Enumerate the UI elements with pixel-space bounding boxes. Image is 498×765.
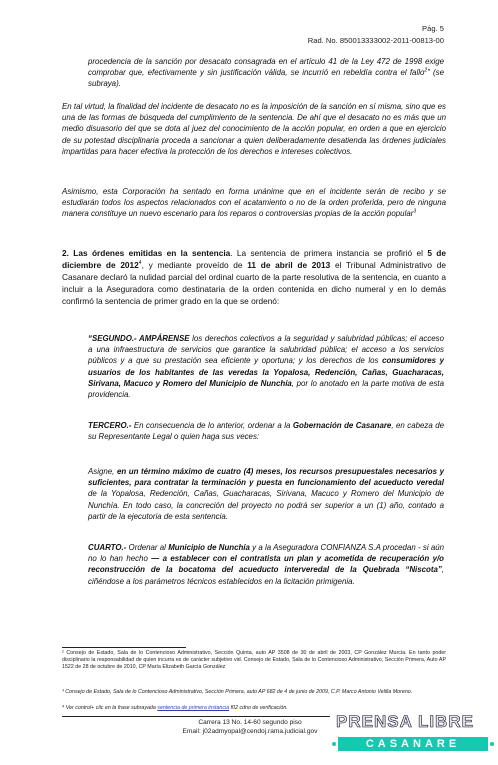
- watermark-dot-right: [490, 742, 494, 746]
- order-tercero: TERCERO.- En consecuencia de lo anterior, ordenar a la Gobernación de Casanare, en cabeza de su Representante Legal o quien haga sus veces:: [88, 421, 444, 442]
- watermark-subtitle: CASANARE: [365, 738, 461, 750]
- footnote-separator: [62, 647, 186, 648]
- section-2-ordenes: 2. Las órdenes emitidas en la sentencia. La sentencia de primera instancia se profirió el 5 de diciembre de 2012$^4$, y mediante proveído de 11 de abril de 2013 el Tribunal Administrativo de Casanare declaró la nulidad parcial del ordinal cuarto de la parte resolutiva de la sentencia, en cuanto a incluir a la Aseguradora como destinataria de la orden contenida en dicho numeral y en lo demás confirmó la sentencia de primer grado en la que se ordenó:: [62, 248, 446, 306]
- order-cuarto: CUARTO.- Ordenar al Municipio de Nunchía y a la Aseguradora CONFIANZA S.A procedan - si aún no lo han hecho — a establecer con el contratista un plan y acometida de recuperación y/o reconstrucción de la bocatoma del acueducto interveredal de la Quebrada “Niscota”, ciñéndose a los parámetros técnicos establecidos en la licitación primigenia.: [88, 543, 444, 586]
- footnote-4: ⁴ Ver control+ clic en la frase subrayada sentencia de primera instancia f02 cdno de verificación.: [62, 705, 288, 711]
- footnote-ref-2[interactable]: 2: [424, 67, 428, 74]
- footnote-3: ³ Consejo de Estado, Sala de lo Contencioso Administrativo, Sección Primera, auto AP 682 de 4 de junio de 2009, C.P. Marco Antonio Velilla Moreno.: [62, 689, 413, 695]
- case-number: Rad. No. 850013333002-2011-00813-00: [307, 36, 444, 45]
- watermark-title: PRENSA LIBRE: [336, 712, 474, 731]
- footnote-ref-4[interactable]: 4: [138, 260, 142, 267]
- footer-address: Carrera 13 No. 14-60 segundo piso: [198, 719, 302, 726]
- quoted-paragraph: procedencia de la sanción por desacato consagrada en el artículo 41 de la Ley 472 de 1998 exige comprobar que, efectivamente y sin justificación válida, se incurrió en rebeldía contra el fallo$^2$” (se subraya).: [88, 57, 444, 89]
- prensa-libre-watermark-logo: [330, 710, 498, 765]
- section-heading: 2. Las órdenes emitidas en la sentencia: [62, 248, 231, 258]
- footnote-2: ² Consejo de Estado, Sala de lo Contencioso Administrativo, Sección Quinta, auto AP 3508 de 30 de abril de 2003, CP González Murcia. En tanto poder disciplinario la responsabilidad de quien incurra es de carácter subjetivo vid. Consejo de Estado, Sala de lo Contencioso Administrativo, Sección Primera, Auto AP 1522 de 28 de octubre de 2010, CP María Elizabeth García González: [62, 650, 446, 670]
- order-segundo: “SEGUNDO.- AMPÁRENSE los derechos colectivos a la seguridad y salubridad públicas; el acceso a una infraestructura de servicios que garantice la salubridad pública; el acceso a los servicios públicos y a que su prestación sea eficiente y oportuna; y los derechos de los consumidores y usuarios de los habitantes de las veredas la Yopalosa, Redención, Cañas, Guacharacas, Sirivana, Macuco y Romero del Municipio de Nunchía, por lo anotado en la parte motiva de esta providencia.: [88, 334, 445, 400]
- paragraph-desacato-finalidad: En tal virtud, la finalidad del incidente de desacato no es la imposición de la sanción en sí misma, sino que es una de las formas de búsqueda del cumplimiento de la sentencia. De ahí que el desacato no es más que un medio disuasorio del que se dota al juez del conocimiento de la acción popular, en orden a que en ejercicio de su potestad disciplinaria proceda a sancionar a quien deliberadamente desatienda las órdenes judiciales impartidas para hacer efectiva la protección de los derechos e intereses colectivos.: [62, 102, 446, 156]
- footer-email: Email: j02admyopal@cendoj.rama.judicial.gov: [182, 728, 318, 735]
- paragraph-corporacion: Asimismo, esta Corporación ha sentado en forma unánime que en el incidente serán de recibo y se estudiarán todos los aspectos relacionados con el acatamiento o no de la orden proferida, pero de ninguna manera constituye un nuevo escenario para los reparos o controversias propias de la acción popular$^3$: [62, 187, 446, 219]
- order-asigne: Asigne, en un término máximo de cuatro (4) meses, los recursos presupuestales necesarios y suficientes, para contratar la terminación y puesta en funcionamiento del acueducto veredal de la Yopalosa, Redención, Cañas, Guacharacas, Sirivana, Macuco y Romero del Municipio de Nunchía. En todo caso, la concreción del proyecto no podrá ser superior a un (1) año, contado a partir de la ejecutoria de esta sentencia.: [88, 467, 445, 521]
- sentencia-link[interactable]: sentencia de primera instancia: [157, 705, 230, 711]
- footnote-ref-3[interactable]: 3: [413, 208, 417, 215]
- page-number: Pág. 5: [422, 24, 444, 33]
- watermark-dot-left: [332, 742, 336, 746]
